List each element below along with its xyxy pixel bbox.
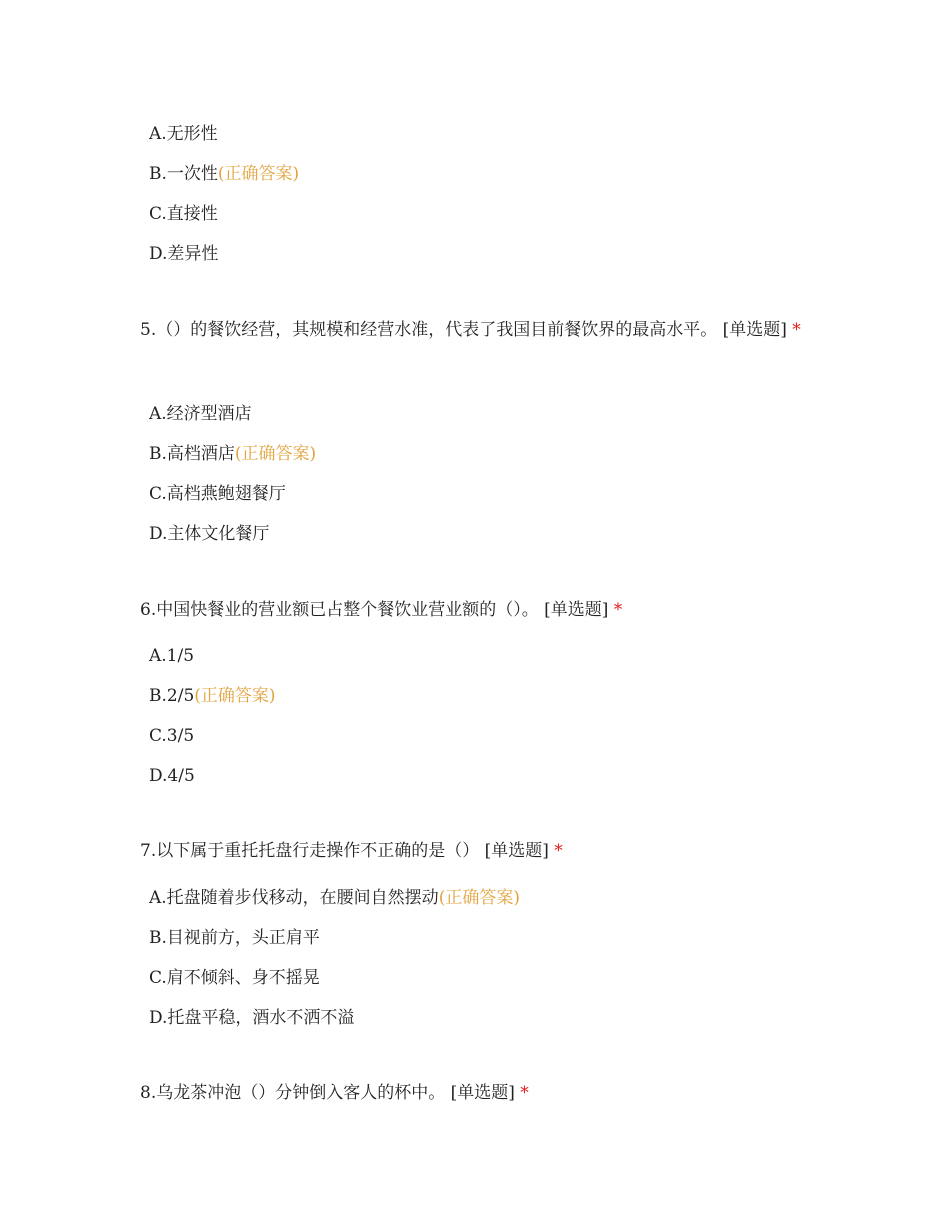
q6-title xyxy=(140,591,810,629)
q5-title xyxy=(140,311,810,349)
option-label: A.经济型酒店 xyxy=(149,404,252,424)
option-label: B.一次性 xyxy=(149,164,218,184)
option-label: C.3/5 xyxy=(149,726,195,746)
option-label: A.无形性 xyxy=(149,124,218,144)
required-mark: * xyxy=(613,600,623,620)
q6-option-c[interactable] xyxy=(149,725,194,747)
option-label: D.4/5 xyxy=(149,766,195,786)
option-label: B.2/5 xyxy=(149,686,195,706)
option-label: D.托盘平稳，酒水不洒不溢 xyxy=(149,1008,355,1028)
q6-option-d[interactable] xyxy=(149,765,195,787)
correct-answer-tag: (正确答案) xyxy=(438,888,520,908)
q5-option-c[interactable] xyxy=(149,483,286,505)
option-label: C.高档燕鲍翅餐厅 xyxy=(149,484,286,504)
required-mark: * xyxy=(792,320,801,340)
question-text: 8.乌龙茶冲泡（）分钟倒入客人的杯中。 [单选题] xyxy=(140,1083,515,1103)
q8-title xyxy=(140,1074,810,1112)
q4-option-c[interactable] xyxy=(149,203,218,225)
required-mark: * xyxy=(520,1083,529,1103)
q7-option-a[interactable] xyxy=(149,887,520,909)
question-text: 5.（）的餐饮经营，其规模和经营水准，代表了我国目前餐饮界的最高水平。 [单选题] xyxy=(140,320,787,340)
q6-option-b[interactable] xyxy=(149,685,276,707)
correct-answer-tag: (正确答案) xyxy=(234,444,317,464)
option-label: A.1/5 xyxy=(149,646,195,666)
q7-option-d[interactable] xyxy=(149,1007,354,1029)
option-label: B.目视前方，头正肩平 xyxy=(149,928,320,948)
q4-option-b[interactable] xyxy=(149,163,299,185)
q7-title xyxy=(140,832,810,870)
question-text: 7.以下属于重托托盘行走操作不正确的是（） [单选题] xyxy=(140,841,549,861)
option-label: D.差异性 xyxy=(149,244,219,264)
option-label: D.主体文化餐厅 xyxy=(149,524,270,544)
q5-option-b[interactable] xyxy=(149,443,316,465)
option-label: C.肩不倾斜、身不摇晃 xyxy=(149,968,320,988)
q7-option-b[interactable] xyxy=(149,927,320,949)
option-label: B.高档酒店 xyxy=(149,444,235,464)
required-mark: * xyxy=(554,841,563,861)
q5-option-a[interactable] xyxy=(149,403,252,425)
correct-answer-tag: (正确答案) xyxy=(217,164,300,184)
q6-option-a[interactable] xyxy=(149,645,194,667)
option-label: A.托盘随着步伐移动，在腰间自然摆动 xyxy=(149,888,439,908)
option-label: C.直接性 xyxy=(149,204,218,224)
q4-option-a[interactable] xyxy=(149,123,218,145)
correct-answer-tag: (正确答案) xyxy=(194,686,276,706)
q4-option-d[interactable] xyxy=(149,243,218,265)
question-text: 6.中国快餐业的营业额已占整个餐饮业营业额的（）。 [单选题] xyxy=(140,600,609,620)
q7-option-c[interactable] xyxy=(149,967,320,989)
q5-option-d[interactable] xyxy=(149,523,269,545)
